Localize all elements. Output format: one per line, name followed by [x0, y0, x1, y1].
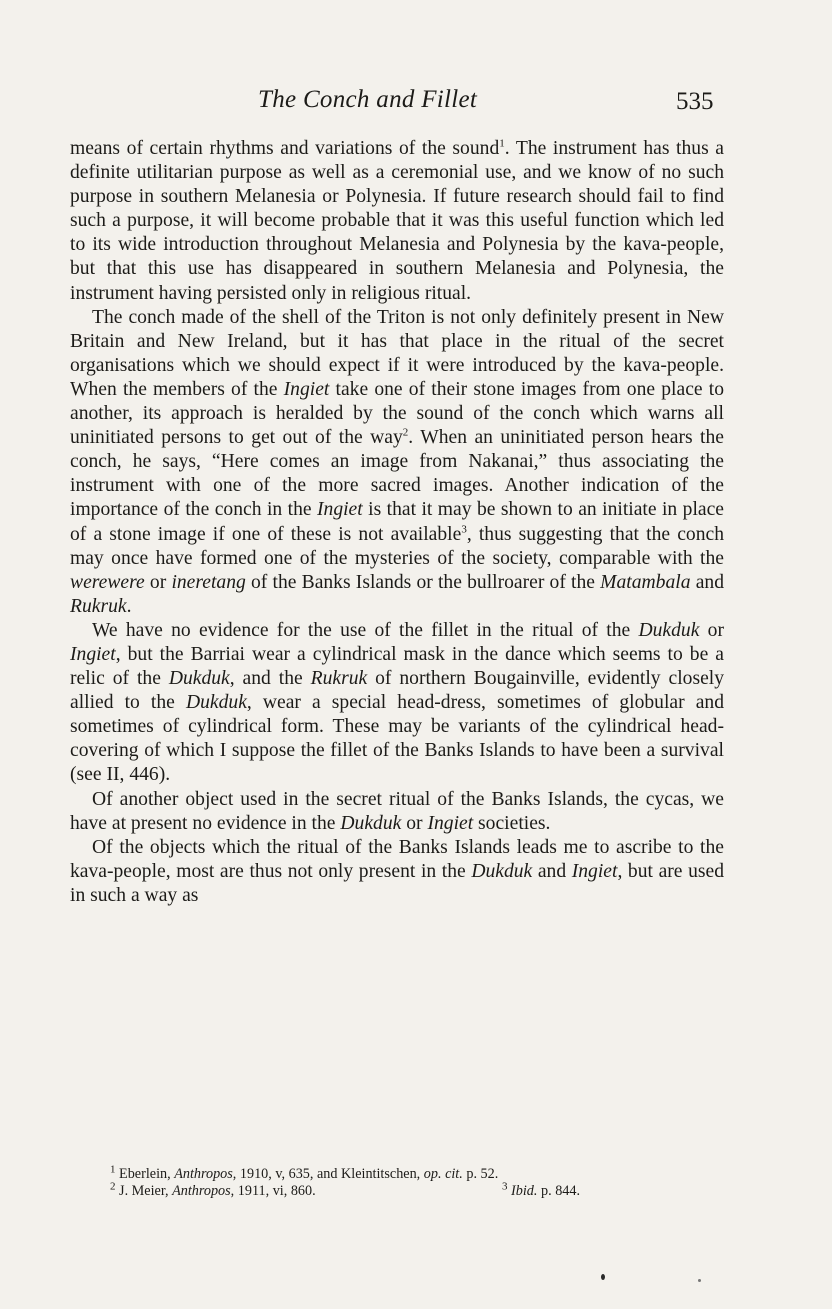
- footnote-ref-2: 2: [402, 426, 409, 439]
- page-number: 535: [676, 88, 714, 115]
- ink-speck: [698, 1279, 701, 1282]
- footnote-ref-3: 3: [461, 522, 467, 535]
- running-title: The Conch and Fillet: [258, 86, 478, 113]
- paragraph-2: The conch made of the shell of the Triton is not only definitely present in New Britain and New Ireland, but it has that place in the ritual of the secret organisations which we should expect if it were introduced by the kava-people. When the members of the Ingiet take one of their stone images from one place to another, its approach is heralded by the sound of the conch which warns all uninitiated persons to get out of the way$^2$. When an uninitiated person hears the conch, he says, “Here comes an image from Nakanai,” thus associating the instrument with one of the more sacred images. Another indication of the importance of the conch in the Ingiet is that it may be shown to an initiate in place of a stone image if one of these is not available$^3$, thus suggesting that the conch may once have formed one of the mysteries of the society, comparable with the werewere or ineretang of the Banks Islands or the bullroarer of the Matambala and Rukruk.: [70, 306, 725, 617]
- footnote-2: $^2$ J. Meier, Anthropos, 1911, vi, 860. $^3$ Ibid. p. 844.: [110, 1180, 581, 1199]
- ink-speck: [601, 1274, 605, 1280]
- footnote-3: $^3$ Ibid. p. 844.: [502, 1180, 581, 1199]
- footnote-1: $^1$ Eberlein, Anthropos, 1910, v, 635, and Kleintitschen, op. cit. p. 52.: [110, 1163, 499, 1182]
- paragraph-1: means of certain rhythms and variations of the sound$^1$. The instrument has thus a definite utilitarian purpose as well as a ceremonial use, and we know of no such purpose in southern Melanesia or Polynesia. If future research should fail to find such a purpose, it will become probable that it was this useful function which led to its wide introduction throughout Melanesia and Polynesia by the kava-people, but that this use has disappeared in southern Melanesia and Polynesia, the instrument having persisted only in religious ritual.: [70, 137, 724, 304]
- footnotes: [110, 1163, 730, 1200]
- paragraph-4: Of another object used in the secret ritual of the Banks Islands, the cycas, we have at present no evidence in the Dukduk or Ingiet societies.: [70, 788, 724, 834]
- running-header: [0, 86, 832, 126]
- paragraph-3: We have no evidence for the use of the fillet in the ritual of the Dukduk or Ingiet, but the Barriai wear a cylindrical mask in the dance which seems to be a relic of the Dukduk, and the Rukruk of northern Bougainville, evidently closely allied to the Dukduk, wear a special head-dress, sometimes of globular and sometimes of cylindrical form. These may be variants of the cylindrical head-covering of which I suppose the fillet of the Banks Islands to have been a survival (see II, 446).: [70, 619, 725, 786]
- body-text: [70, 137, 724, 908]
- paragraph-5: Of the objects which the ritual of the Banks Islands leads me to ascribe to the kava-people, most are thus not only present in the Dukduk and Ingiet, but are used in such a way as: [70, 836, 724, 906]
- footnote-ref-1: 1: [499, 137, 505, 150]
